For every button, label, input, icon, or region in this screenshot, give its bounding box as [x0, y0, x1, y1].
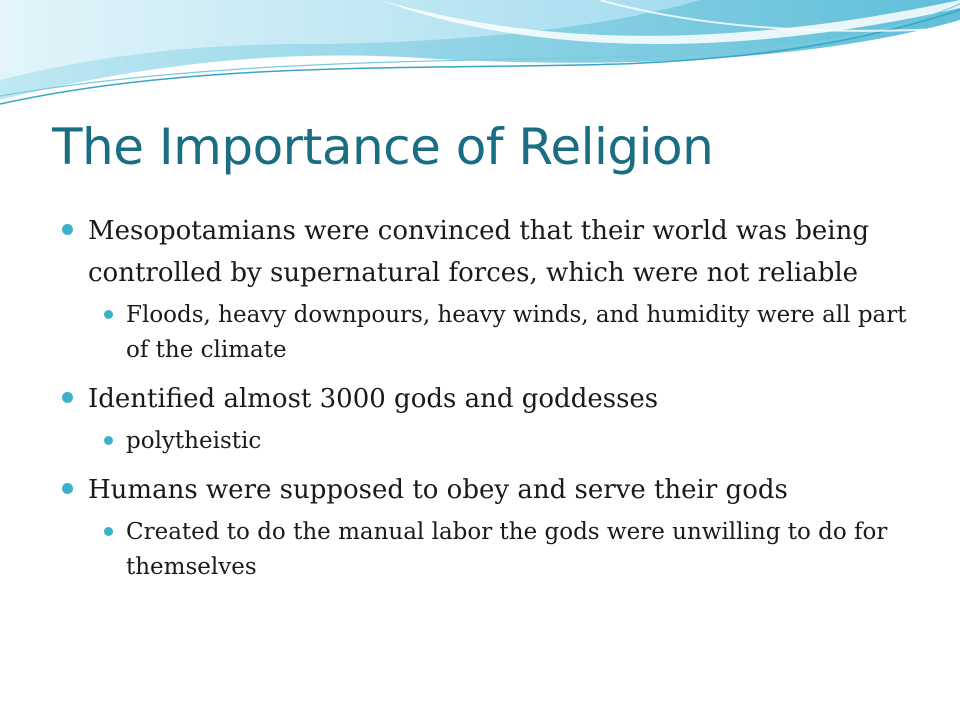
sub-bullet-item — [62, 424, 912, 459]
bullet-text: Identified almost 3000 gods and goddesses — [88, 384, 659, 414]
bullet-dot-icon — [62, 224, 73, 235]
sub-bullet-item — [62, 515, 912, 585]
sub-bullet-text: polytheistic — [126, 428, 262, 454]
sub-bullet-dot-icon — [104, 436, 113, 445]
slide-title: The Importance of Religion — [52, 118, 714, 176]
bullet-item — [62, 210, 912, 294]
sub-bullet-text: Created to do the manual labor the gods were unwilling to do for themselves — [126, 519, 888, 580]
bullet-dot-icon — [62, 392, 73, 403]
bullet-dot-icon — [62, 483, 73, 494]
bullet-item — [62, 469, 912, 511]
sub-bullet-text: Floods, heavy downpours, heavy winds, and humidity were all part of the climate — [126, 302, 907, 363]
bullet-item — [62, 378, 912, 420]
sub-bullet-dot-icon — [104, 527, 113, 536]
sub-bullet-dot-icon — [104, 310, 113, 319]
wave-header-decoration — [0, 0, 960, 120]
bullet-text: Humans were supposed to obey and serve their gods — [88, 475, 788, 505]
sub-bullet-item — [62, 298, 912, 368]
bullet-text: Mesopotamians were convinced that their world was being controlled by supernatural forces, which were not reliable — [88, 216, 870, 288]
slide-body — [62, 210, 912, 595]
